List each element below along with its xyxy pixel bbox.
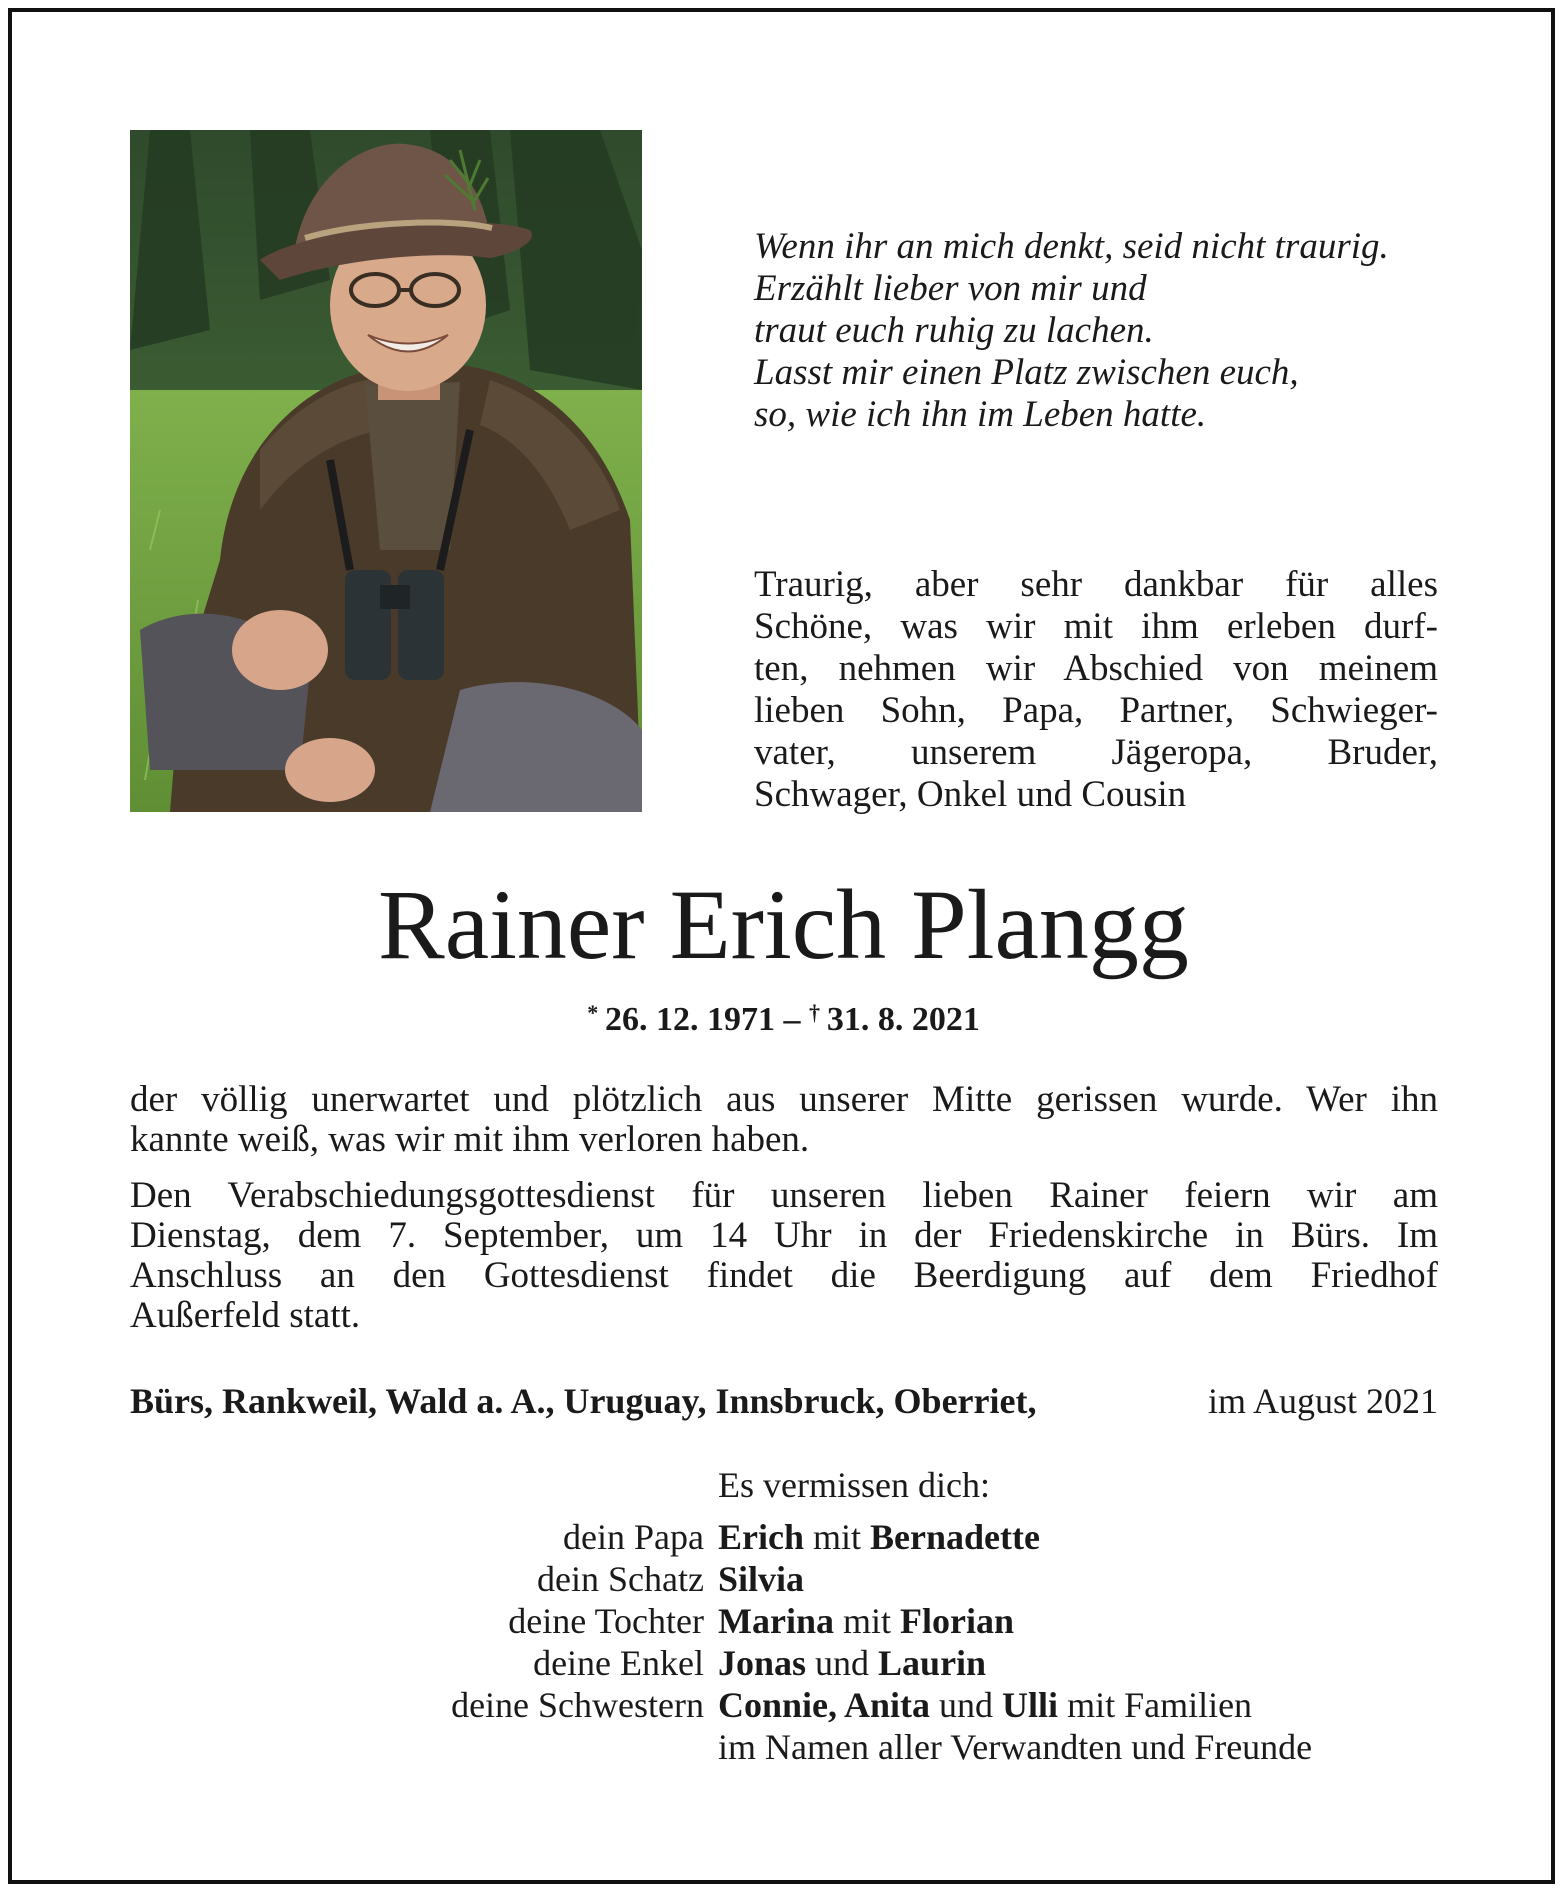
mourner-relation: deine Enkel [533, 1643, 704, 1683]
birth-date: 26. 12. 1971 [605, 1001, 775, 1038]
poem-line: traut euch ruhig zu lachen. [754, 310, 1154, 351]
intro-line: lieben Sohn, Papa, Partner, Schwieger- [754, 690, 1438, 731]
mourner-name: Bernadette [870, 1517, 1040, 1557]
mourner-relation: dein Schatz [537, 1559, 704, 1599]
mourner-joiner: mit [813, 1517, 862, 1557]
body-line: Den Verabschiedungsgottesdienst für unseren lieben Rainer feiern wir am [130, 1175, 1438, 1216]
mourners-closing-row [300, 1726, 1450, 1768]
mourner-joiner: und [815, 1643, 870, 1683]
body-line: Dienstag, dem 7. September, um 14 Uhr in der Friedenskirche in Bürs. Im [130, 1215, 1438, 1256]
body-paragraph-1 [130, 1080, 1438, 1160]
body-line: Außerfeld statt. [130, 1295, 361, 1336]
poem [754, 226, 1454, 436]
mourner-joiner: und [939, 1685, 994, 1725]
intro-line: ten, nehmen wir Abschied von meinem [754, 648, 1438, 689]
body-paragraph-2 [130, 1176, 1438, 1336]
mourner-suffix: mit Familien [1067, 1685, 1253, 1725]
mourner-relation: deine Schwestern [451, 1685, 704, 1725]
intro-line: Schöne, was wir mit ihm erleben durf- [754, 606, 1438, 647]
mourner-row [300, 1600, 1450, 1642]
mourners-closing: im Namen aller Verwandten und Freunde [718, 1727, 1313, 1767]
date-separator: – [775, 1001, 809, 1038]
portrait-photo [130, 130, 642, 812]
intro-line: Schwager, Onkel und Cousin [754, 774, 1187, 815]
body-line: der völlig unerwartet und plötzlich aus unserer Mitte gerissen wurde. Wer ihn [130, 1079, 1438, 1120]
body-line: Anschluss an den Gottesdienst findet die Beerdigung auf dem Friedhof [130, 1255, 1438, 1296]
poem-line: Wenn ihr an mich denkt, seid nicht traurig. [754, 226, 1389, 267]
intro-line: Traurig, aber sehr dankbar für alles [754, 564, 1438, 605]
mourner-name: Ulli [1002, 1685, 1059, 1725]
death-date: 31. 8. 2021 [826, 1001, 980, 1038]
mourner-row [300, 1558, 1450, 1600]
notice-month: im August 2021 [1207, 1381, 1438, 1421]
poem-line: so, wie ich ihn im Leben hatte. [754, 394, 1207, 435]
places-and-date [130, 1380, 1438, 1422]
mourner-joiner: mit [842, 1601, 891, 1641]
places-list: Bürs, Rankweil, Wald a. A., Uruguay, Innsbruck, Oberriet, [130, 1381, 1037, 1421]
mourner-row [300, 1684, 1450, 1726]
body-line: kannte weiß, was wir mit ihm verloren haben. [130, 1119, 810, 1160]
poem-line: Lasst mir einen Platz zwischen euch, [754, 352, 1299, 393]
mourners-list [300, 1464, 1450, 1768]
mourner-name: Connie, Anita [718, 1685, 931, 1725]
deceased-name: Rainer Erich Plangg [378, 869, 1189, 980]
intro-line: vater, unserem Jägeropa, Bruder, [754, 732, 1438, 773]
mourner-relation: dein Papa [563, 1517, 704, 1557]
mourner-relation: deine Tochter [508, 1601, 704, 1641]
life-dates [0, 993, 1567, 1040]
poem-line: Erzählt lieber von mir und [754, 268, 1147, 309]
mourner-name: Jonas [718, 1643, 807, 1683]
mourners-heading: Es vermissen dich: [718, 1465, 990, 1505]
mourner-name: Silvia [718, 1559, 805, 1599]
mourner-name: Erich [718, 1517, 804, 1557]
birth-symbol: * [587, 1000, 599, 1025]
mourner-name: Marina [718, 1601, 834, 1641]
mourner-name: Florian [900, 1601, 1014, 1641]
death-symbol: † [809, 1000, 820, 1025]
mourner-name: Laurin [878, 1643, 987, 1683]
mourner-row [300, 1642, 1450, 1684]
mourner-row [300, 1516, 1450, 1558]
intro-text [754, 564, 1438, 816]
mourners-heading-row [300, 1464, 1450, 1506]
